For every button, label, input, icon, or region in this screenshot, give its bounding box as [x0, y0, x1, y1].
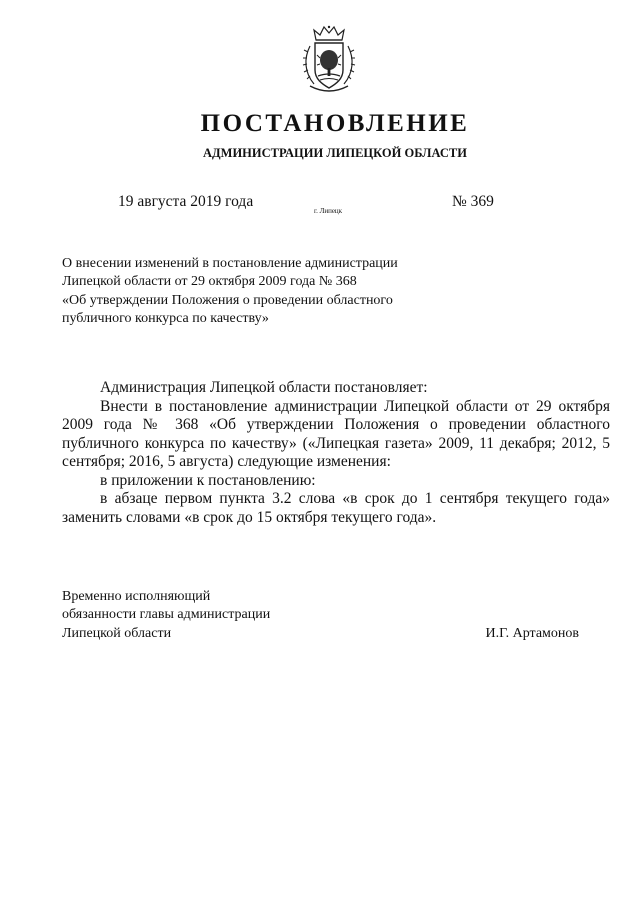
document-number: № 369: [452, 193, 494, 210]
body-paragraph: в приложении к постановлению:: [100, 471, 316, 489]
signer-position-line: Липецкой области: [62, 625, 172, 641]
body-paragraph: Внести в постановление администрации Липецкой области от 29 октября 2009 года № 368 «Об утверждении Положения о проведении областного публичного конкурса по качеству» («Липецкая газета» 2009, 11 декабря; 2012, 5 сентября; 2016, 5 августа) следующие изменения:: [62, 397, 610, 470]
subject-line: О внесении изменений в постановление администрации: [62, 256, 398, 271]
subject-line: Липецкой области от 29 октября 2009 года № 368: [62, 274, 357, 290]
signer-position-line: обязанности главы администрации: [62, 607, 271, 623]
subject-line: «Об утверждении Положения о проведении областного: [62, 292, 393, 308]
signer-position-line: Временно исполняющий: [62, 589, 211, 604]
signer-name: И.Г. Артамонов: [485, 625, 579, 641]
document-city: г. Липецк: [314, 207, 343, 215]
body-paragraph: Администрация Липецкой области постановляет:: [100, 379, 428, 396]
document-date: 19 августа 2019 года: [118, 193, 254, 210]
subject-line: публичного конкурса по качеству»: [62, 310, 269, 326]
coat-of-arms-icon: [300, 24, 358, 94]
signature-block: [62, 588, 582, 643]
issuing-authority: АДМИНИСТРАЦИИ ЛИПЕЦКОЙ ОБЛАСТИ: [203, 146, 467, 160]
document-subject: [62, 255, 462, 328]
document-body: [62, 379, 610, 527]
document-title: ПОСТАНОВЛЕНИЕ: [200, 110, 470, 137]
body-paragraph: в абзаце первом пункта 3.2 слова «в срок до 1 сентября текущего года» заменить словами «в срок до 15 октября текущего года».: [62, 490, 610, 526]
